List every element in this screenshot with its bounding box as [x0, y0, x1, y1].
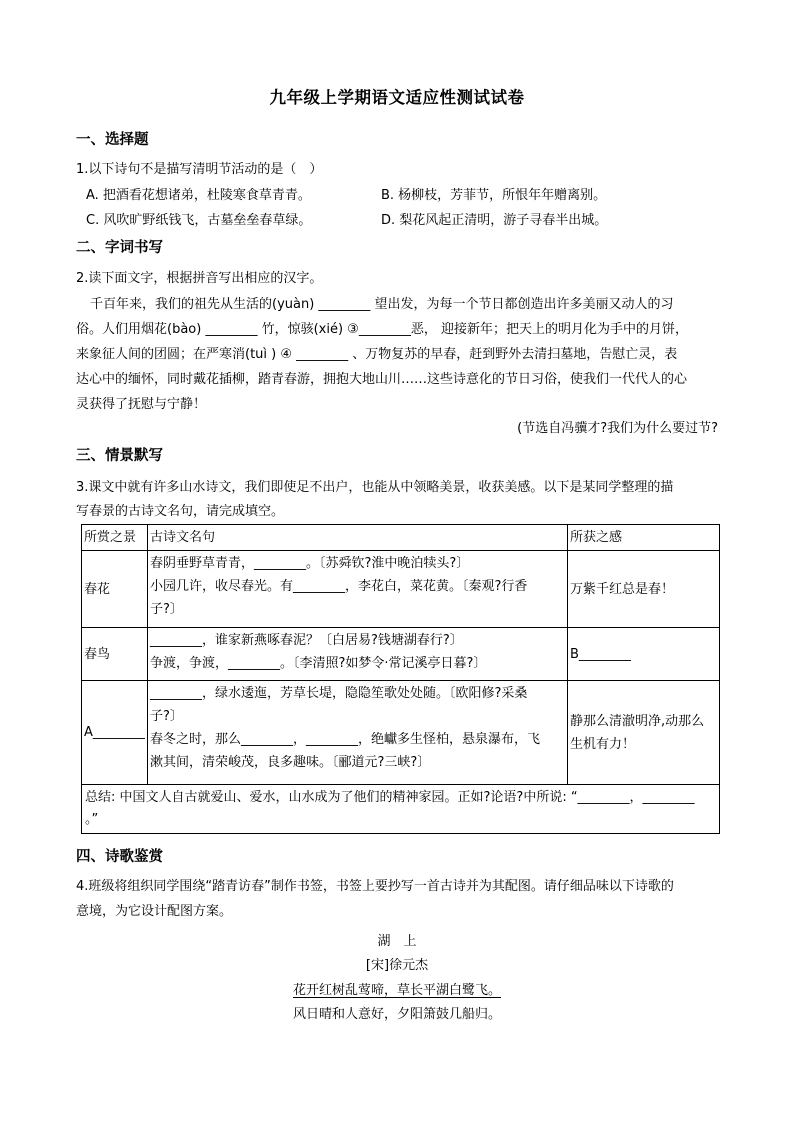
feeling-line: 静那么清澈明净,动那么 — [570, 713, 705, 729]
q2-source: (节选自冯骥才?我们为什么要过节? — [517, 421, 718, 436]
summary-line: 。” — [85, 812, 99, 827]
q2-text-line: 千百年来，我们的祖先从生活的(yuàn) ________ 望出发，为每一个节日都创造出许多美丽又动人的习 — [90, 297, 674, 312]
verse-line: ________，谁家新燕啄春泥？〔白居易?钱塘湖春行?〕 — [150, 633, 463, 648]
feeling-cell — [568, 681, 720, 785]
section-heading-poetry: 四、诗歌鉴赏 — [76, 849, 163, 865]
verse-cell — [148, 628, 568, 681]
poem-line: 风日晴和人意好，夕阳箫鼓几船归。 — [292, 1007, 501, 1022]
q2-text-line: 达心中的缅怀，同时戴花插柳，踏青春游，拥抱大地山川……这些诗意化的节日习俗，使我们一代代人的心 — [76, 372, 688, 387]
q1-option-d: D. 梨花风起正清明，游子寻春半出城。 — [381, 213, 608, 228]
verse-line: 漱其间，清荣峻茂，良多趣味。〔郦道元?三峡?〕 — [150, 755, 431, 770]
scene-cell: A________ — [82, 681, 148, 785]
poem-author: [宋]徐元杰 — [365, 958, 429, 973]
table-row — [82, 551, 720, 628]
table-header-cell: 所赏之景 — [82, 525, 148, 551]
q1-option-a: A. 把酒看花想诸弟，杜陵寒食草青青。 — [86, 188, 311, 203]
q3-stem-line: 写春景的古诗文名句，请完成填空。 — [76, 504, 285, 519]
q3-stem-line: 3.课文中就有许多山水诗文，我们即使足不出户，也能从中领略美景，收获美感。以下是某同学整理的描 — [76, 480, 674, 495]
q1-stem: 1.以下诗句不是描写清明节活动的是（ ） — [76, 162, 323, 177]
section-heading-recitation: 三、情景默写 — [76, 448, 163, 464]
q2-text-line: 来象征人间的团圆；在严寒消(tuì ) ④ ________ 、万物复苏的早春，赶到野外去清扫墓地，告慰亡灵，表 — [76, 347, 678, 362]
verse-line: 子?〕 — [150, 602, 183, 617]
exam-title: 九年级上学期语文适应性测试试卷 — [269, 88, 525, 107]
q2-text-line: 俗。人们用烟花(bào) ________ 竹，惊骇(xié) ③________恶， 迎接新年；把天上的明月化为手中的月饼， — [76, 322, 688, 337]
verse-line: 子?〕 — [150, 709, 183, 724]
q2-text-line: 灵获得了抚慰与宁静！ — [76, 397, 207, 412]
section-heading-choice: 一、选择题 — [76, 132, 149, 148]
scene-cell: 春鸟 — [82, 628, 148, 681]
verse-line: 小园几许，收尽春光。有________，李花白，菜花黄。〔秦观?行香 — [150, 579, 528, 594]
table-summary-row — [82, 785, 720, 834]
summary-line: 总结: 中国文人自古就爱山、爱水，山水成为了他们的精神家园。正如?论语?中所说: “________，________ — [85, 790, 695, 805]
table-header-row — [82, 525, 720, 551]
q4-stem-line: 意境，为它设计配图方案。 — [76, 904, 233, 919]
verse-line: 争渡，争渡，________。〔李清照?如梦令·常记溪亭日暮?〕 — [150, 656, 487, 671]
poem-line-wrap — [0, 979, 794, 998]
table-header-cell: 所获之感 — [568, 525, 720, 551]
poem-title: 湖 上 — [377, 934, 417, 949]
feeling-cell: B________ — [568, 628, 720, 681]
verse-line: ________，绿水逶迤，芳草长堤，隐隐笙歌处处随。〔欧阳修?采桑 — [150, 686, 528, 701]
verse-cell — [148, 551, 568, 628]
table-row — [82, 681, 720, 785]
q4-stem-line: 4.班级将组织同学围绕“踏青访春”制作书签，书签上要抄写一首古诗并为其配图。请仔细品味以下诗歌的 — [76, 879, 674, 894]
q1-option-c: C. 风吹旷野纸钱飞，古墓垒垒春草绿。 — [86, 213, 312, 228]
q3-table — [81, 524, 720, 834]
feeling-cell: 万紫千红总是春！ — [568, 551, 720, 628]
table-header-cell: 古诗文名句 — [148, 525, 568, 551]
q1-option-b: B. 杨柳枝，芳菲节，所恨年年赠离别。 — [381, 188, 607, 203]
feeling-line: 生机有力！ — [570, 736, 636, 752]
verse-cell — [148, 681, 568, 785]
section-heading-writing: 二、字词书写 — [76, 240, 163, 256]
verse-line: 春冬之时，那么________，________，绝巘多生怪柏，悬泉瀑布，飞 — [150, 732, 541, 747]
summary-cell — [82, 785, 720, 834]
verse-line: 春阴垂野草青青，________。〔苏舜钦?淮中晚泊犊头?〕 — [150, 556, 470, 571]
scene-cell: 春花 — [82, 551, 148, 628]
poem-line: 花开红树乱莺啼，草长平湖白鹭飞。 — [292, 983, 501, 998]
q2-stem: 2.读下面文字，根据拼音写出相应的汉字。 — [76, 271, 323, 286]
table-row — [82, 628, 720, 681]
